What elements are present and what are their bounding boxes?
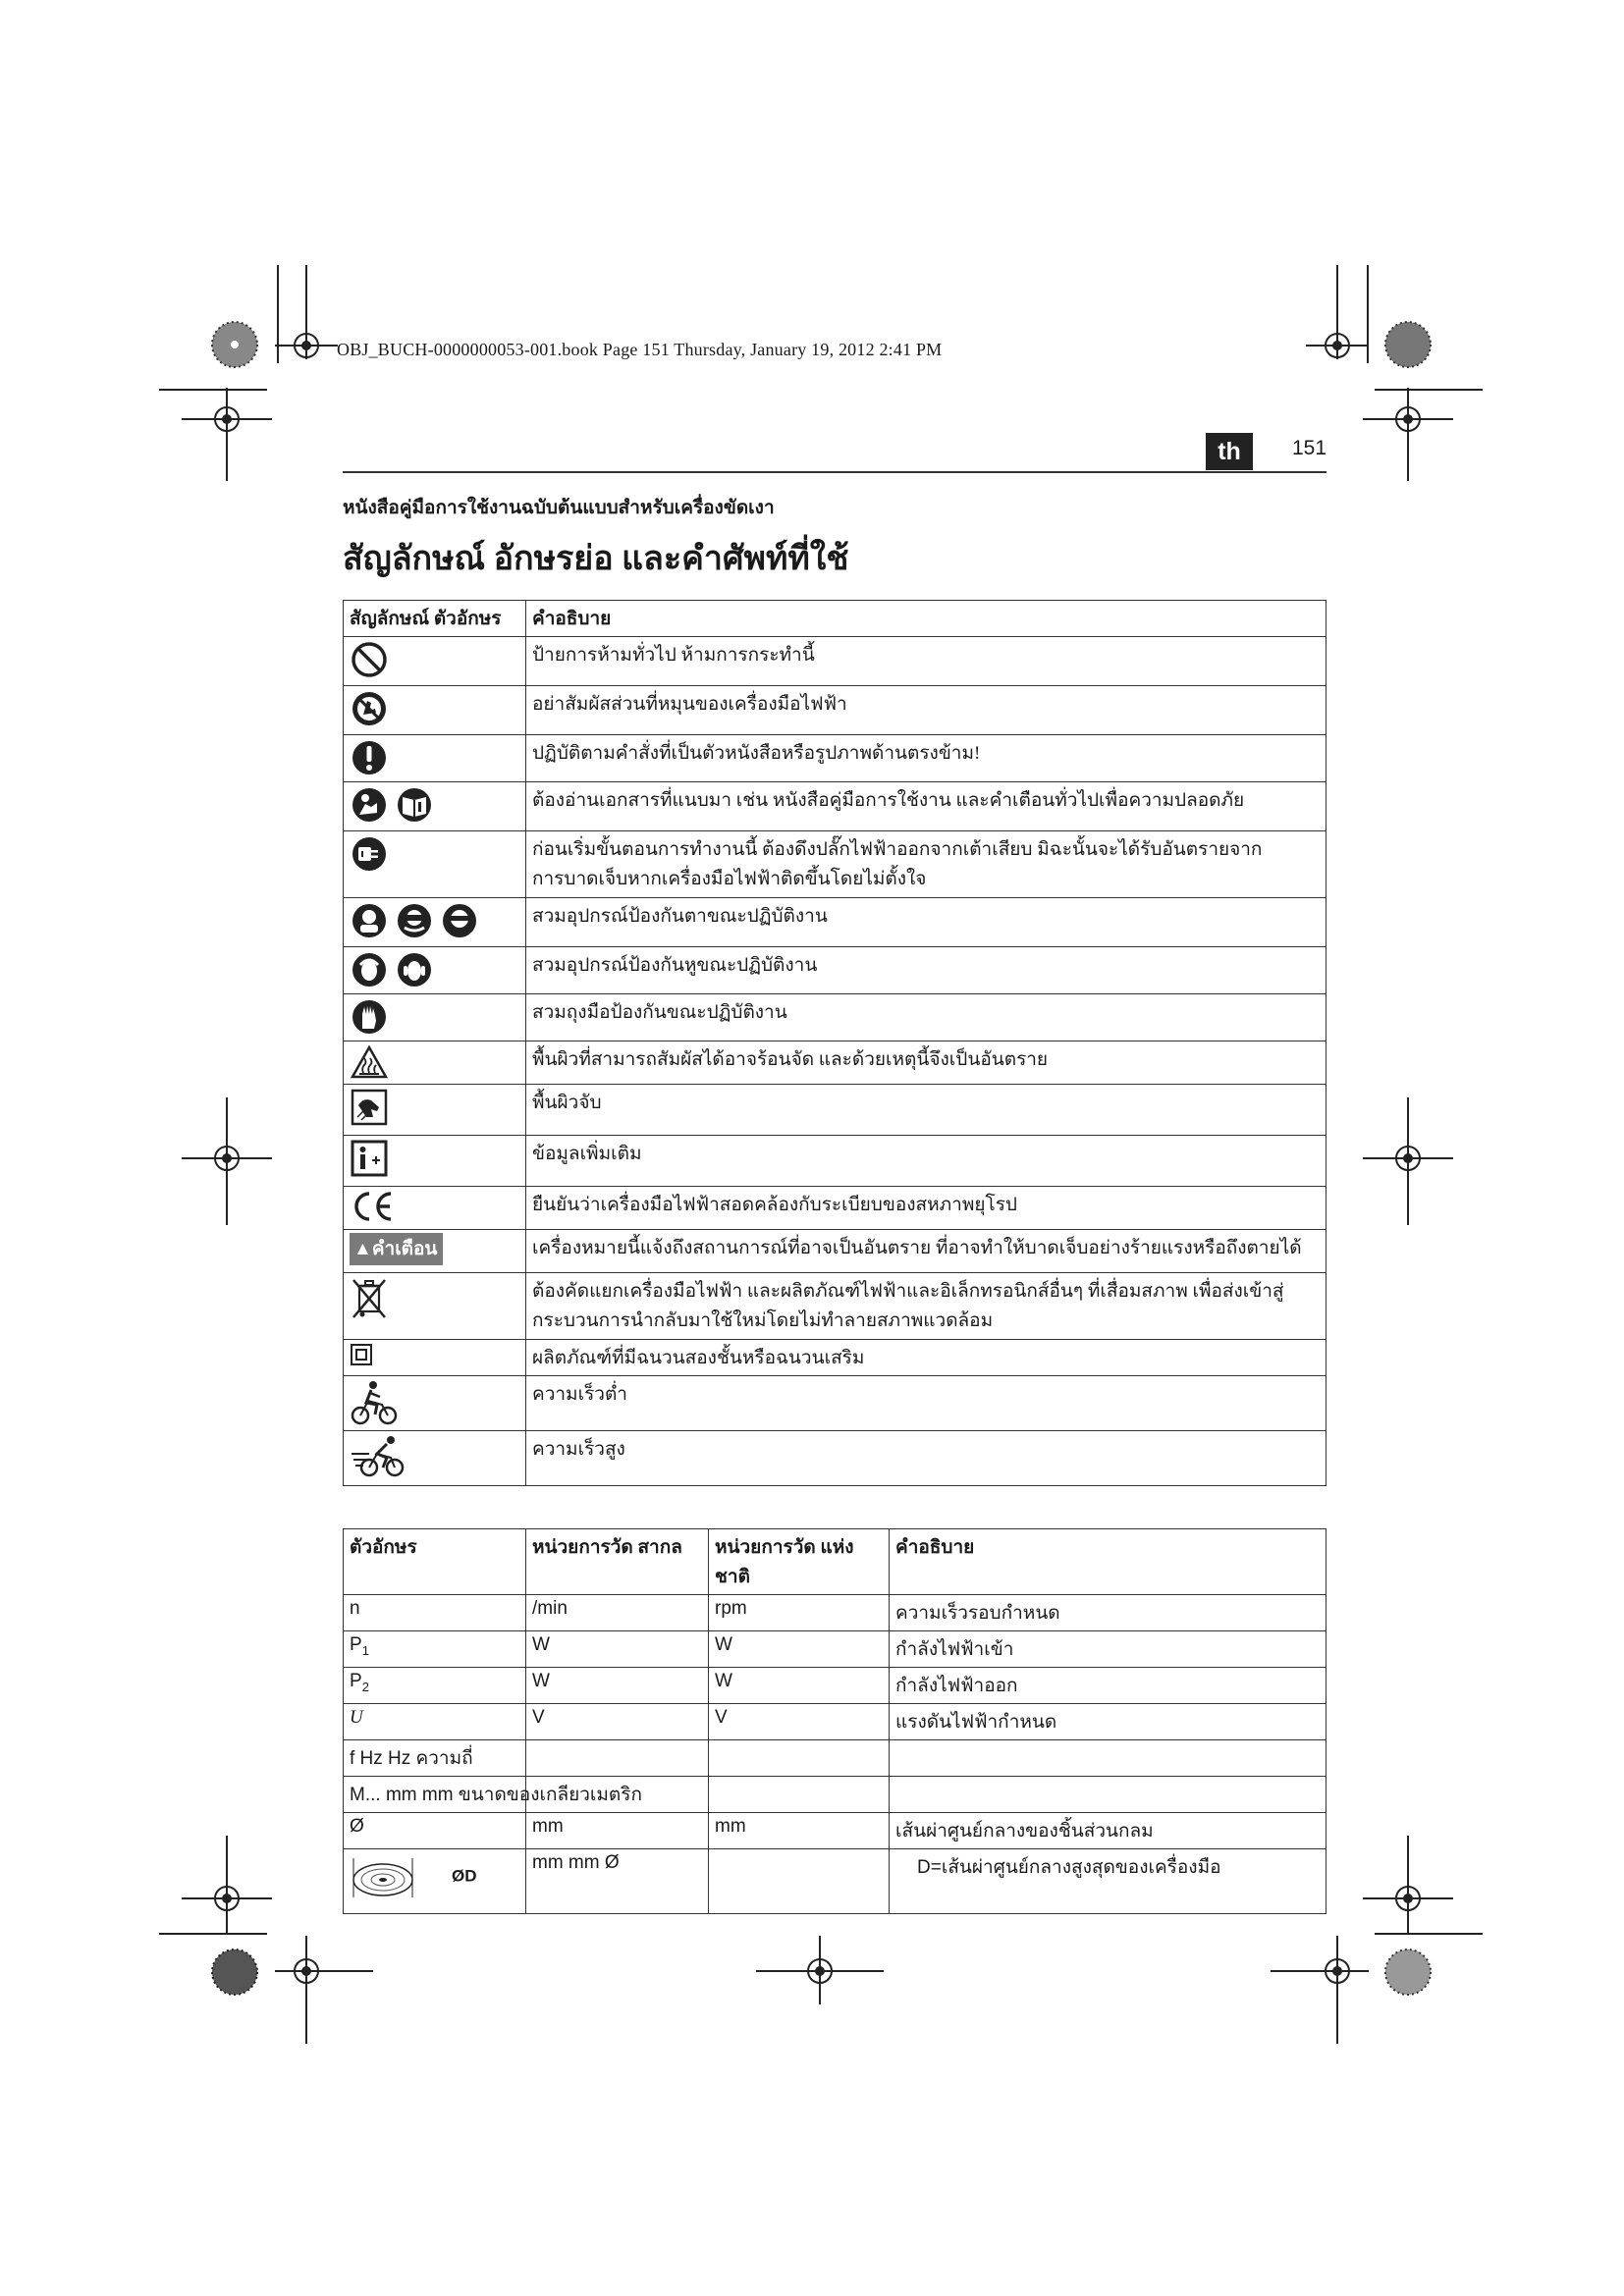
- registration-mark-top-right: [1306, 265, 1369, 393]
- warning-badge: [350, 1233, 443, 1265]
- weee-bin-icon: [350, 1276, 389, 1321]
- symbol-description: พื้นผิวที่สามารถสัมผัสได้อาจร้อนจัด และด้วยเหตุนี้จึงเป็นอันตราย: [526, 1041, 1326, 1085]
- symbol-description: อย่าสัมผัสส่วนที่หมุนของเครื่องมือไฟฟ้า: [526, 686, 1326, 735]
- abbr-description: กำลังไฟฟ้าเข้า: [890, 1631, 1326, 1668]
- table-row: [344, 1187, 1326, 1230]
- abbr-intl-unit: [526, 1740, 709, 1777]
- registration-mark-lower-right: [1363, 1836, 1453, 1934]
- abbr-national-unit: mm: [709, 1813, 890, 1849]
- symbol-description: ต้องอ่านเอกสารที่แนบมา เช่น หนังสือคู่มือการใช้งาน และคำเตือนทั่วไปเพื่อความปลอดภัย: [526, 782, 1326, 831]
- symbol-description: สวมอุปกรณ์ป้องกันหูขณะปฏิบัติงาน: [526, 947, 1326, 994]
- table-row: [344, 898, 1326, 947]
- symbol-description-line: การบาดเจ็บหากเครื่องมือไฟฟ้าติดขึ้นโดยไม่ตั้งใจ: [532, 869, 927, 889]
- abbr-national-unit: W: [709, 1668, 890, 1704]
- color-target-icon: [209, 319, 260, 370]
- symbol-description: เครื่องหมายนี้แจ้งถึงสถานการณ์ที่อาจเป็นอันตราย ที่อาจทำให้บาดเจ็บอย่างร้ายแรงหรือถึงตายได้: [526, 1230, 1326, 1273]
- symbol-description: พื้นผิวจับ: [526, 1085, 1326, 1136]
- registration-mark-bottom-left: [275, 1936, 373, 2044]
- registration-mark-bottom-right: [1271, 1936, 1369, 2044]
- symbol-description-line: ต้องคัดแยกเครื่องมือไฟฟ้า และผลิตภัณฑ์ไฟฟ้าและอิเล็กทรอนิกส์อื่นๆ ที่เสื่อมสภาพ เพื่อส่งเข้าสู่: [532, 1281, 1284, 1302]
- table-row: [344, 1085, 1326, 1136]
- column-header: ตัวอักษร: [344, 1529, 526, 1595]
- warning-badge-label: คำเตือน: [371, 1239, 438, 1259]
- section-title: สัญลักษณ์ อักษรย่อ และคำศัพท์ที่ใช้: [343, 541, 849, 577]
- abbr-symbol: Ø: [344, 1813, 526, 1849]
- unplug-icon: [350, 834, 389, 874]
- table-row: [344, 1431, 1326, 1486]
- table-row: [344, 637, 1326, 686]
- table-row: [344, 1704, 1326, 1740]
- table-row: [344, 1136, 1326, 1187]
- table-header-row: [344, 601, 1326, 637]
- color-target-icon: [1382, 1947, 1434, 1998]
- symbol-description-line: กระบวนการนำกลับมาใช้ใหม่โดยไม่ทำลายสภาพแวดล้อม: [532, 1310, 994, 1331]
- ce-mark-icon: [350, 1190, 395, 1223]
- symbol-description: ยืนยันว่าเครื่องมือไฟฟ้าสอดคล้องกับระเบียบของสหภาพยุโรป: [526, 1187, 1326, 1230]
- registration-mark-mid-right: [1363, 1097, 1453, 1225]
- abbreviations-table: [343, 1528, 1326, 1914]
- prohibition-icon: [350, 640, 389, 679]
- grip-surface-icon: [350, 1088, 389, 1127]
- symbol-description: ข้อมูลเพิ่มเติม: [526, 1136, 1326, 1187]
- ear-protection-icon: [350, 950, 434, 989]
- table-row: [344, 735, 1326, 782]
- abbr-intl-unit: V: [526, 1704, 709, 1740]
- column-header: คำอธิบาย: [526, 601, 1326, 637]
- color-target-icon: [209, 1947, 260, 1998]
- disc-diameter-label: ØD: [452, 1866, 477, 1886]
- slow-speed-icon: [350, 1379, 399, 1426]
- mandatory-icon: [350, 738, 389, 777]
- table-row: [344, 1668, 1326, 1704]
- fast-speed-icon: [350, 1434, 408, 1479]
- abbr-national-unit: V: [709, 1704, 890, 1740]
- abbr-symbol: f Hz Hz ความถี่: [344, 1740, 526, 1777]
- eye-protection-icon: [350, 901, 479, 940]
- abbr-description: เส้นผ่าศูนย์กลางของชิ้นส่วนกลม: [890, 1813, 1326, 1849]
- table-row: [344, 1740, 1326, 1777]
- abbr-national-unit: [709, 1777, 890, 1813]
- column-header: หน่วยการวัด แห่งชาติ: [709, 1529, 890, 1595]
- abbr-description: แรงดันไฟฟ้ากำหนด: [890, 1704, 1326, 1740]
- abbr-symbol: P: [350, 1634, 362, 1655]
- abbr-symbol: n: [344, 1595, 526, 1631]
- gloves-icon: [350, 997, 389, 1037]
- column-header: คำอธิบาย: [890, 1529, 1326, 1595]
- header-divider: [343, 471, 1326, 473]
- symbol-description: ความเร็วต่ำ: [526, 1376, 1326, 1431]
- abbr-description: ความเร็วรอบกำหนด: [890, 1595, 1326, 1631]
- double-insulation-icon: [350, 1343, 373, 1366]
- warning-triangle-icon: ▲: [353, 1239, 372, 1259]
- crop-line: [1367, 265, 1369, 363]
- abbr-symbol-subscript: 2: [361, 1679, 369, 1694]
- registration-mark-lower-left: [182, 1836, 272, 1934]
- table-row: [344, 686, 1326, 735]
- table-row: [344, 782, 1326, 831]
- table-row: [344, 1273, 1326, 1340]
- disc-diameter-icon: [350, 1852, 448, 1901]
- abbr-national-unit: [709, 1740, 890, 1777]
- symbol-description: ความเร็วสูง: [526, 1431, 1326, 1486]
- table-row: [344, 1376, 1326, 1431]
- symbol-description: ป้ายการห้ามทั่วไป ห้ามการกระทำนี้: [526, 637, 1326, 686]
- table-row: [344, 994, 1326, 1041]
- info-icon: [350, 1139, 389, 1178]
- crop-line: [159, 1933, 267, 1935]
- symbols-table: [343, 600, 1326, 1486]
- abbr-description-prefix: D=: [917, 1857, 942, 1878]
- abbr-symbol: U: [344, 1704, 526, 1740]
- abbr-symbol-subscript: 1: [361, 1642, 369, 1658]
- abbr-symbol: M... mm mm ขนาดของเกลียวเมตริก: [344, 1777, 526, 1813]
- abbr-intl-unit: W: [526, 1668, 709, 1704]
- table-row: [344, 1777, 1326, 1813]
- color-target-icon: [1382, 319, 1434, 370]
- abbr-symbol: P: [350, 1671, 362, 1691]
- table-row: [344, 1595, 1326, 1631]
- registration-mark-top-left: [275, 265, 338, 393]
- symbol-description-line: ก่อนเริ่มขั้นตอนการทำงานนี้ ต้องดึงปลั๊กไฟฟ้าออกจากเต้าเสียบ มิฉะนั้นจะได้รับอันตรายจาก: [532, 839, 1263, 860]
- hot-surface-icon: [350, 1044, 389, 1080]
- abbr-national-unit: rpm: [709, 1595, 890, 1631]
- table-row: [344, 1340, 1326, 1376]
- table-row: [344, 1849, 1326, 1914]
- table-row: [344, 1230, 1326, 1273]
- symbol-description: ผลิตภัณฑ์ที่มีฉนวนสองชั้นหรือฉนวนเสริม: [526, 1340, 1326, 1376]
- table-row: [344, 831, 1326, 898]
- symbol-description: ปฏิบัติตามคำสั่งที่เป็นตัวหนังสือหรือรูปภาพด้านตรงข้าม!: [526, 735, 1326, 782]
- doc-subtitle: หนังสือคู่มือการใช้งานฉบับต้นแบบสำหรับเครื่องขัดเงา: [343, 498, 775, 518]
- abbr-intl-unit: mm mm Ø: [526, 1849, 709, 1914]
- abbr-intl-unit: W: [526, 1631, 709, 1668]
- table-row: [344, 1813, 1326, 1849]
- registration-mark-mid-left: [182, 1097, 272, 1225]
- language-badge: th: [1206, 433, 1253, 470]
- abbr-description: เส้นผ่าศูนย์กลางสูงสุดของเครื่องมือ: [941, 1857, 1221, 1878]
- abbr-intl-unit: mm: [526, 1813, 709, 1849]
- crop-line: [1375, 1933, 1483, 1935]
- abbr-intl-unit: /min: [526, 1595, 709, 1631]
- registration-mark-upper-left: [182, 388, 272, 486]
- table-header-row: [344, 1529, 1326, 1595]
- crop-line: [277, 265, 279, 363]
- registration-mark-upper-right: [1363, 388, 1453, 486]
- read-manual-icon: [350, 785, 438, 825]
- abbr-national-unit: W: [709, 1631, 890, 1668]
- abbr-description: กำลังไฟฟ้าออก: [890, 1668, 1326, 1704]
- column-header: สัญลักษณ์ ตัวอักษร: [344, 601, 526, 637]
- no-touch-rotating-icon: [350, 689, 389, 728]
- column-header: หน่วยการวัด สากล: [526, 1529, 709, 1595]
- abbr-description: [890, 1740, 1326, 1777]
- registration-mark-bottom-center: [756, 1936, 884, 2004]
- book-filename: OBJ_BUCH-0000000053-001.book Page 151 Thursday, January 19, 2012 2:41 PM: [337, 340, 943, 359]
- table-row: [344, 1041, 1326, 1085]
- table-row: [344, 947, 1326, 994]
- symbol-description: สวมถุงมือป้องกันขณะปฏิบัติงาน: [526, 994, 1326, 1041]
- symbol-description: สวมอุปกรณ์ป้องกันตาขณะปฏิบัติงาน: [526, 898, 1326, 947]
- abbr-national-unit: [709, 1849, 890, 1914]
- abbr-description: [890, 1777, 1326, 1813]
- page-number: 151: [1292, 437, 1327, 459]
- table-row: [344, 1631, 1326, 1668]
